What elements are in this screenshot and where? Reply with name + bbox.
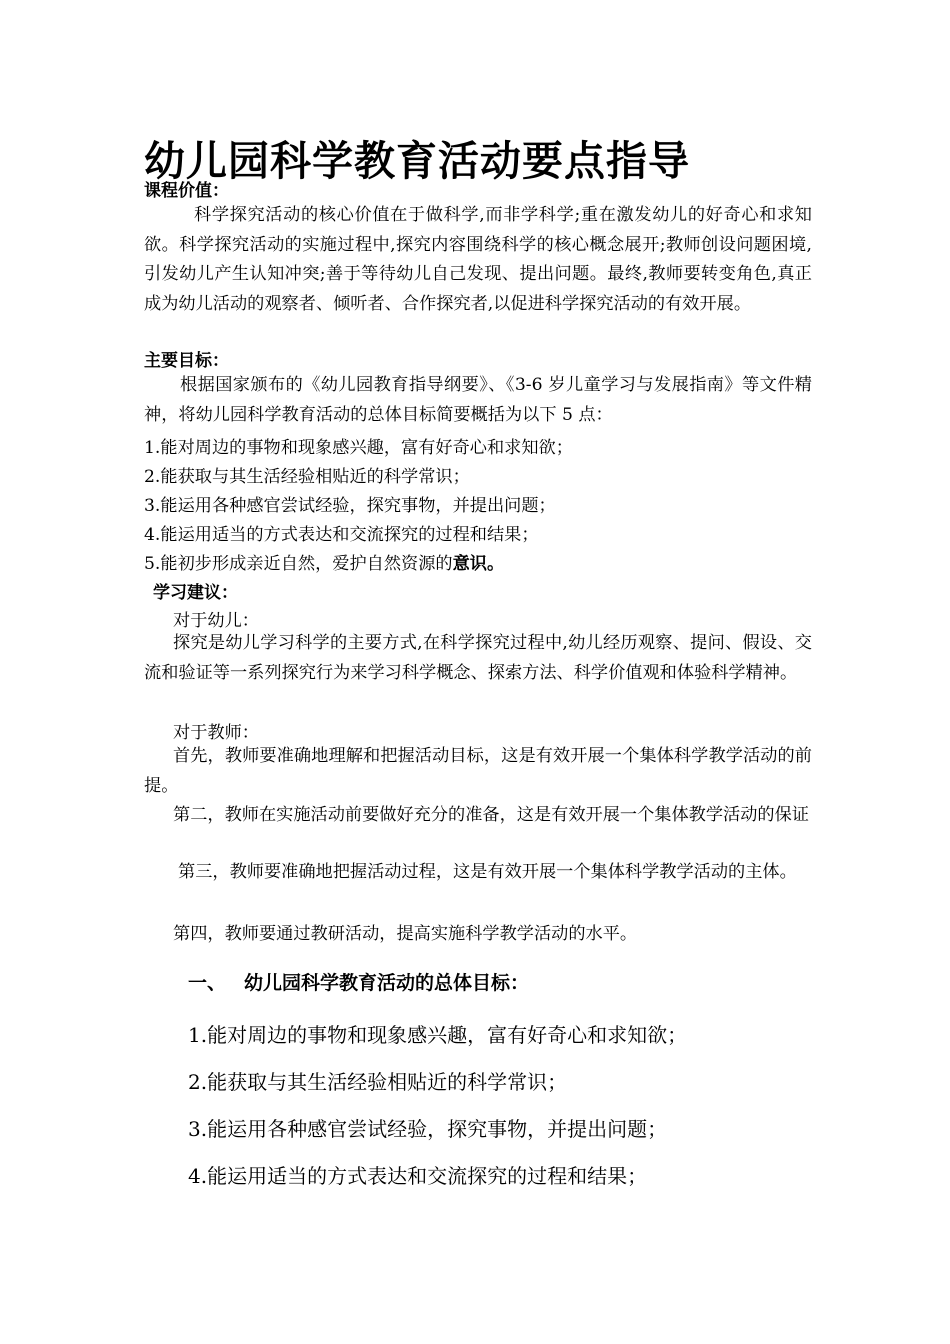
- course-value-paragraph: 科学探究活动的核心价值在于做科学,而非学科学;重在激发幼儿的好奇心和求知欲。科学探究活动的实施过程中,探究内容围绕科学的核心概念展开;教师创设问题困境,引发幼儿产生认知冲突;善于等待幼儿自己发现、提出问题。最终,教师要转变角色,真正成为幼儿活动的观察者、倾听者、合作探究者,以促进科学探究活动的有效开展。: [144, 205, 812, 314]
- section-one-heading: [188, 968, 529, 995]
- page-title: 幼儿园科学教育活动要点指导: [144, 137, 690, 185]
- goal-item-5: [144, 549, 504, 574]
- goal-item-2: 2.能获取与其生活经验相贴近的科学常识；: [144, 467, 470, 487]
- goal-item-5-text: 5.能初步形成亲近自然，爱护自然资源的: [144, 554, 453, 574]
- section-one-title: 幼儿园科学教育活动的总体目标：: [244, 972, 530, 994]
- study-advice-heading: 学习建议：: [153, 583, 238, 603]
- teacher-point-fourth: 第四，教师要通过教研活动，提高实施科学教学活动的水平。: [173, 924, 638, 944]
- teacher-point-third: 第三，教师要准确地把握活动过程，这是有效开展一个集体科学教学活动的主体。: [178, 862, 797, 882]
- for-children-label: 对于幼儿：: [173, 611, 259, 631]
- main-goals-intro: 根据国家颁布的《幼儿园教育指导纲要》、《3-6 岁儿童学习与发展指南》等文件精神，将幼儿园科学教育活动的总体目标简要概括为以下 5 点：: [144, 375, 812, 425]
- for-teachers-label: 对于教师：: [173, 723, 259, 743]
- goal-item-1: 1.能对周边的事物和现象感兴趣，富有好奇心和求知欲；: [144, 438, 573, 458]
- section-one-item-2: 2.能获取与其生活经验相贴近的科学常识；: [188, 1070, 568, 1094]
- goal-item-3: 3.能运用各种感官尝试经验，探究事物，并提出问题；: [144, 496, 556, 516]
- section-one-item-1: 1.能对周边的事物和现象感兴趣，富有好奇心和求知欲；: [188, 1023, 688, 1047]
- course-value-heading: 课程价值：: [144, 181, 229, 201]
- section-one-item-4: 4.能运用适当的方式表达和交流探究的过程和结果；: [188, 1164, 648, 1188]
- section-one-item-3: 3.能运用各种感官尝试经验，探究事物，并提出问题；: [188, 1117, 668, 1141]
- goal-item-5-bold: 意识。: [452, 554, 505, 574]
- main-goals-heading: 主要目标：: [144, 351, 229, 371]
- section-one-number: 一、: [188, 972, 227, 994]
- teacher-point-first: 首先，教师要准确地理解和把握活动目标，这是有效开展一个集体科学教学活动的前提。: [144, 746, 812, 796]
- teacher-point-second: 第二，教师在实施活动前要做好充分的准备，这是有效开展一个集体教学活动的保证: [173, 805, 809, 825]
- goal-item-4: 4.能运用适当的方式表达和交流探究的过程和结果；: [144, 525, 539, 545]
- for-children-paragraph: 探究是幼儿学习科学的主要方式,在科学探究过程中,幼儿经历观察、提问、假设、交流和验证等一系列探究行为来学习科学概念、探索方法、科学价值观和体验科学精神。: [144, 633, 812, 683]
